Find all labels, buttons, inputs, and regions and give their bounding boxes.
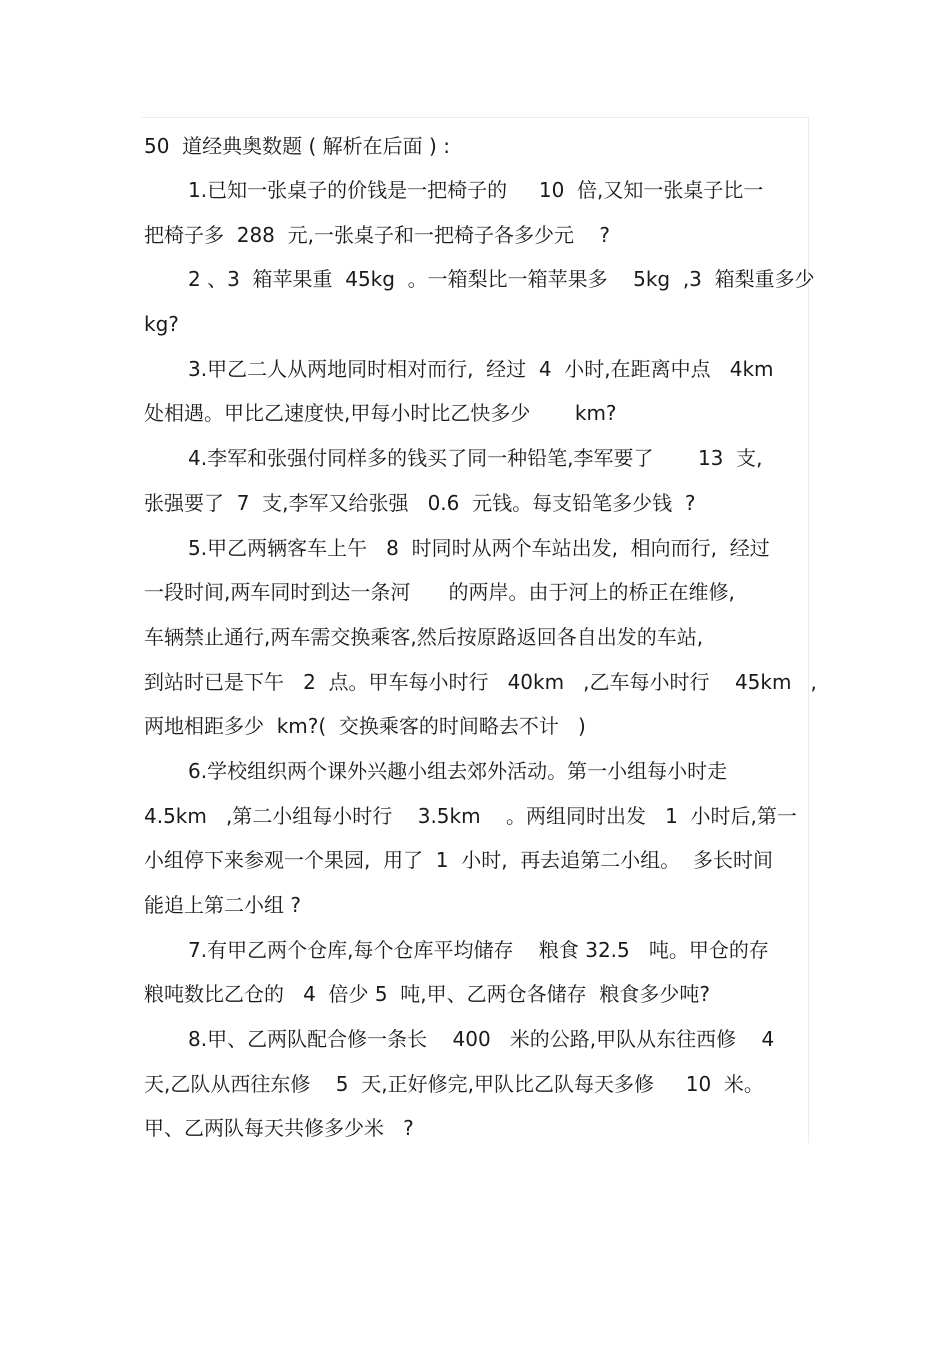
question-3 [144,347,808,436]
question-line: 3.甲乙二人从两地同时相对而行, 经过 4 小时,在距离中点 4km [188,356,774,381]
question-line: 到站时已是下午 2 点。甲车每小时行 40km ,乙车每小时行 45km , [144,669,817,694]
question-line: 处相遇。甲比乙速度快,甲每小时比乙快多少 km? [144,401,617,426]
question-line: 4.李军和张强付同样多的钱买了同一种铅笔,李军要了 13 支, [188,446,763,471]
question-line: 4.5km ,第二小组每小时行 3.5km 。两组同时出发 1 小时后,第一 [144,803,797,828]
question-line: 天,乙队从西往东修 5 天,正好修完,甲队比乙队每天多修 10 米。 [144,1071,764,1096]
question-line: 粮吨数比乙仓的 4 倍少 5 吨,甲、乙两仓各储存 粮食多少吨? [144,982,710,1007]
question-line: 一段时间,两车同时到达一条河 的两岸。由于河上的桥正在维修, [144,580,735,605]
question-line: 小组停下来参观一个果园, 用了 1 小时, 再去追第二小组。 多长时间 [144,848,774,873]
document-title: 50 道经典奥数题 ( 解析在后面 ) : [144,134,450,158]
question-4 [144,436,808,525]
question-1 [144,168,808,257]
question-line: 6.学校组织两个课外兴趣小组去郊外活动。第一小组每小时走 [188,758,728,783]
question-line: 能追上第二小组 ? [144,893,301,917]
question-line: 1.已知一张桌子的价钱是一把椅子的 10 倍,又知一张桌子比一 [188,178,764,202]
question-8 [144,1017,808,1151]
question-line: 甲、乙两队每天共修多少米 ? [144,1116,414,1141]
question-line: 两地相距多少 km?( 交换乘客的时间略去不计 ) [144,714,586,739]
question-line: 7.有甲乙两个仓库,每个仓库平均储存 粮食 32.5 吨。甲仓的存 [188,937,769,962]
question-line: 5.甲乙两辆客车上午 8 时同时从两个车站出发, 相向而行, 经过 [188,535,770,560]
question-line: 8.甲、乙两队配合修一条长 400 米的公路,甲队从东往西修 4 [188,1027,775,1052]
question-5 [144,526,817,749]
question-7 [144,928,808,1017]
question-line: 车辆禁止通行,两车需交换乘客,然后按原路返回各自出发的车站, [144,624,704,649]
question-line: kg? [144,312,179,337]
document-body [144,124,817,1151]
question-line: 2 、3 箱苹果重 45kg 。一箱梨比一箱苹果多 5kg ,3 箱梨重多少 [188,267,815,292]
question-line: 把椅子多 288 元,一张桌子和一把椅子各多少元 ? [144,222,611,247]
question-2 [144,257,815,346]
question-6 [144,749,808,928]
question-line: 张强要了 7 支,李军又给张强 0.6 元钱。每支铅笔多少钱 ? [144,490,696,515]
